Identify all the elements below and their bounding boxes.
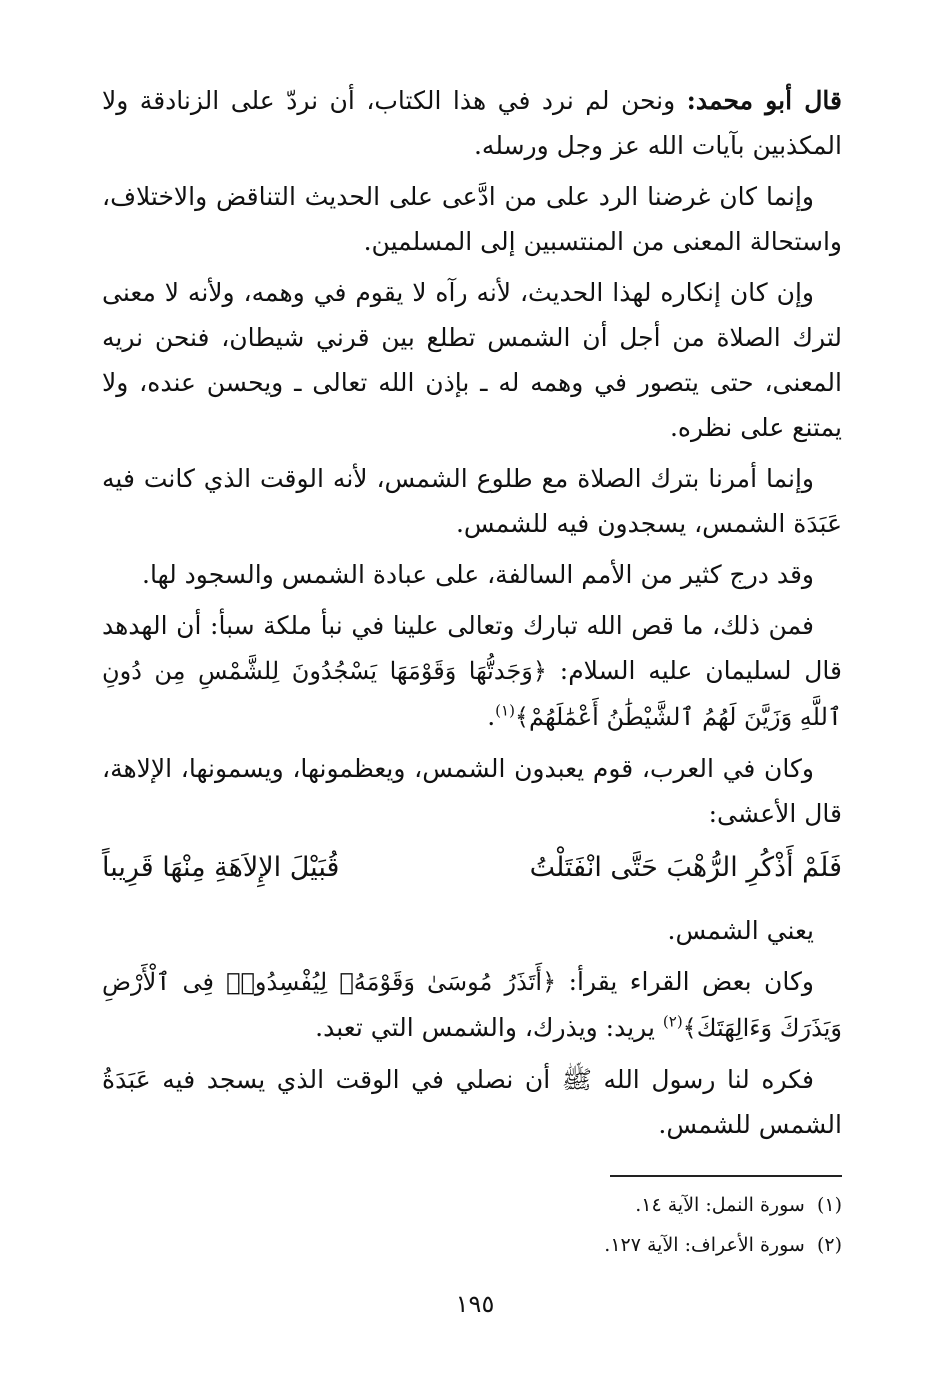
readers-explanation: يريد: ويذرك، والشمس التي تعبد. [315,1013,663,1042]
paragraph-meaning-sun: يعني الشمس. [667,916,814,945]
footnote-number: (٢) [816,1234,842,1256]
main-text [102,78,842,1153]
footnote-1 [102,1185,842,1225]
page-number: ١٩٥ [455,1290,495,1318]
paragraph-abu-muhammad [102,78,842,168]
paragraph-closing: فكره لنا رسول الله ﷺ أن نصلي في الوقت الذي يسجد فيه عَبَدَةُ الشمس للشمس. [102,1065,842,1139]
footnotes [102,1185,842,1265]
footnote-divider [610,1175,842,1177]
footnote-text: سورة النمل: الآية ١٤. [635,1194,805,1216]
footnote-ref-2: (٢) [662,1012,683,1031]
poetry-verse [102,842,842,894]
paragraph-hoopoe [102,603,842,740]
paragraph-denial: وإن كان إنكاره لهذا الحديث، لأنه رآه لا يقوم في وهمه، ولأنه لا معنى لترك الصلاة من أجل أن الشمس تطلع بين قرني شيطان، فنحن نريه المعنى، حتى يتصور في وهمه له ـ بإذن الله تعالى ـ ويحسن عنده، ولا يمتنع على نظره. [102,278,842,442]
footnote-number: (١) [816,1194,842,1216]
paragraph-text: ونحن لم نرد في هذا الكتاب، أن نردّ على الزنادقة ولا المكذبين بآيات الله عز وجل ورسله. [102,86,842,160]
paragraph-prayer-sunrise: وإنما أمرنا بترك الصلاة مع طلوع الشمس، لأنه الوقت الذي كانت فيه عَبَدَة الشمس، يسجدون فيه للشمس. [102,464,842,538]
paragraph-readers [102,959,842,1051]
verse-second-hemistich: قُبَيْلَ الإِلاَهَةِ مِنْهَا قَرِيباً [102,852,340,883]
speaker-label: قال أبو محمد: [686,86,842,115]
footnote-text: سورة الأعراف: الآية ١٢٧. [604,1234,805,1256]
paragraph-nations: وقد درج كثير من الأمم السالفة، على عبادة الشمس والسجود لها. [142,560,814,589]
hoopoe-intro: فمن ذلك، ما قص الله تبارك وتعالى علينا في نبأ ملكة سبأ: أن الهدهد قال لسليمان عليه السلام: [102,611,842,685]
quran-quote-naml: ﴿وَجَدتُّهَا وَقَوْمَهَا يَسْجُدُونَ لِلشَّمْسِ مِن دُونِ ٱللَّهِ وَزَيَّنَ لَهُمُ ٱلشَّيْطَٰنُ أَعْمَٰلَهُمْ﴾ [102,657,842,731]
footnote-2 [102,1225,842,1265]
quran-quote-araf: ﴿أَتَذَرُ مُوسَىٰ وَقَوْمَهُۥ لِيُفْسِدُوا۟ فِى ٱلْأَرْضِ وَيَذَرَكَ وَءَالِهَتَكَ﴾ [102,968,842,1042]
paragraph-arabs: وكان في العرب، قوم يعبدون الشمس، ويعظمونها، ويسمونها، الإلاهة، قال الأعشى: [102,754,842,828]
readers-intro: وكان بعض القراء يقرأ: [556,967,815,996]
verse-first-hemistich: فَلَمْ أَذْكُرِ الرُّهْبَ حَتَّى انْفَتَلْتُ [529,852,842,883]
footnote-ref-1: (١) [495,701,515,720]
paragraph-purpose: وإنما كان غرضنا الرد على من ادَّعى على الحديث التناقض والاختلاف، واستحالة المعنى من المنتسبين إلى المسلمين. [102,182,842,256]
hoopoe-end: . [487,702,496,731]
